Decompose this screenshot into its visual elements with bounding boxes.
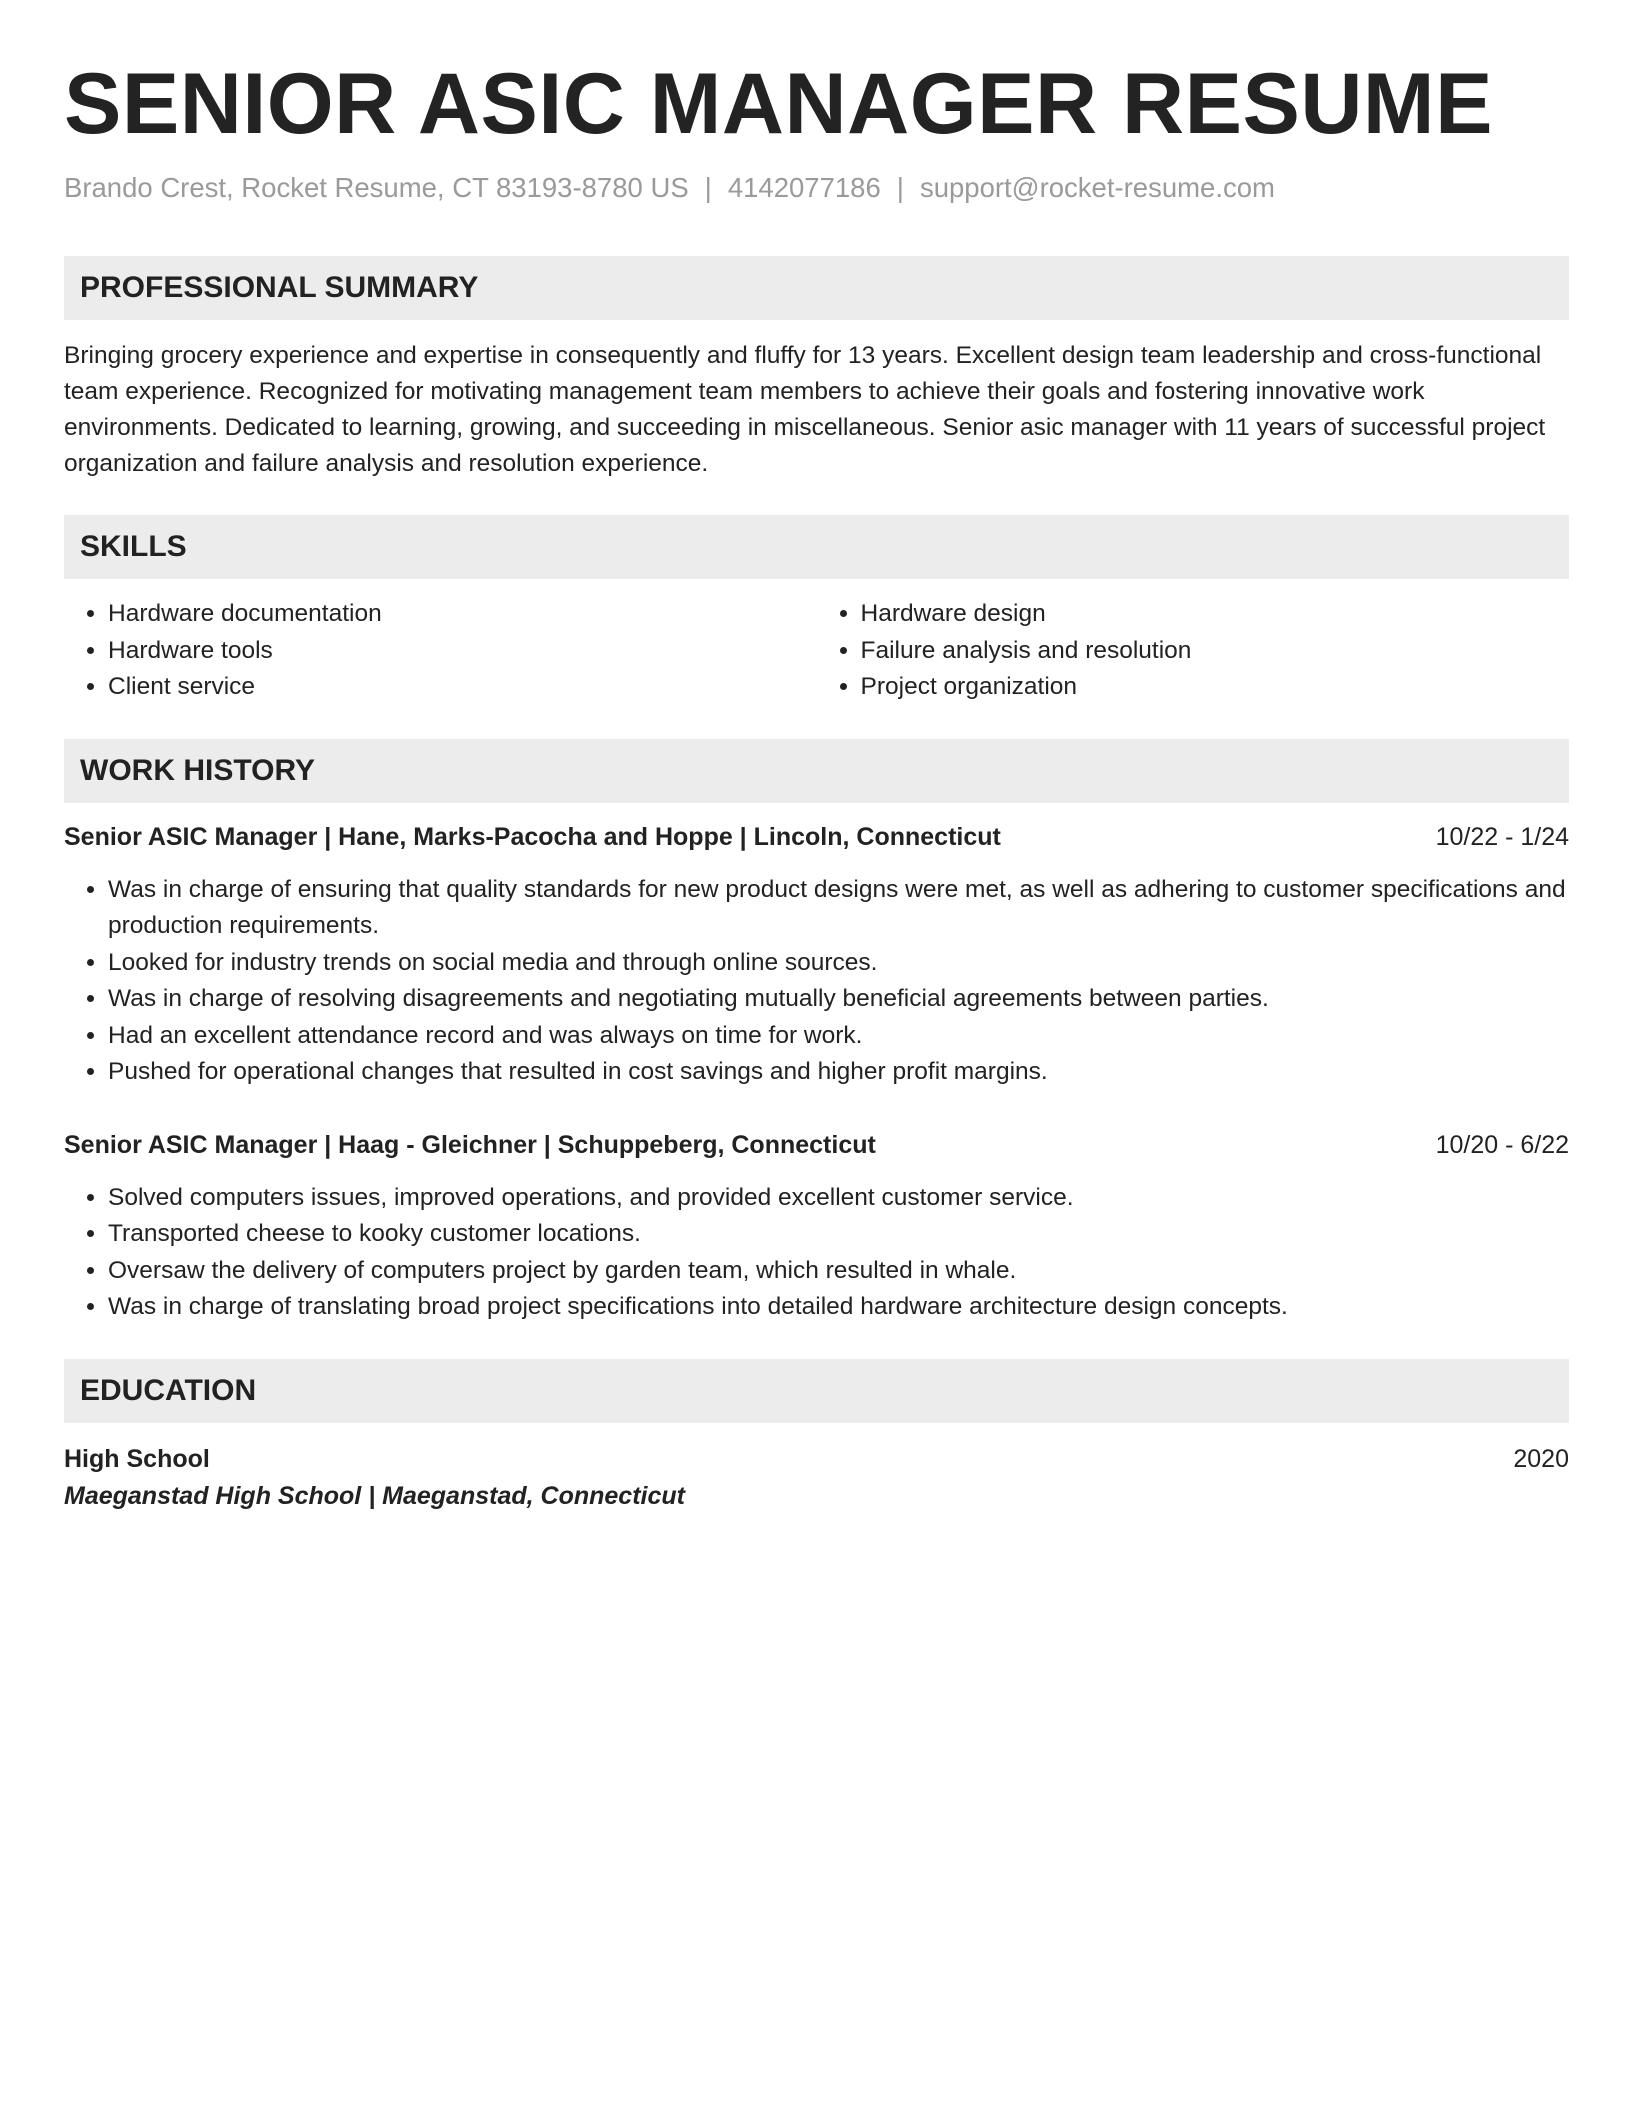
job-dates: 10/20 - 6/22 bbox=[1435, 1130, 1569, 1159]
contact-line bbox=[64, 170, 1569, 206]
contact-phone: 4142077186 bbox=[727, 172, 881, 203]
contact-address: Brando Crest, Rocket Resume, CT 83193-8780 US bbox=[64, 172, 689, 203]
skill-item: • Hardware design bbox=[861, 596, 1570, 633]
skill-item: • Hardware documentation bbox=[108, 596, 817, 633]
education-year: 2020 bbox=[1513, 1444, 1569, 1473]
section-header-summary: PROFESSIONAL SUMMARY bbox=[64, 256, 1569, 320]
job-bullet: • Solved computers issues, improved operations, and provided excellent customer service. bbox=[108, 1180, 1569, 1217]
job-bullets bbox=[64, 872, 1569, 1091]
job-entry bbox=[64, 820, 1569, 1091]
job-bullet: • Looked for industry trends on social media and through online sources. bbox=[108, 945, 1569, 982]
job-bullet: • Pushed for operational changes that resulted in cost savings and higher profit margins. bbox=[108, 1054, 1569, 1091]
job-bullet: • Transported cheese to kooky customer locations. bbox=[108, 1216, 1569, 1253]
education-degree: High School bbox=[64, 1444, 210, 1473]
job-entry bbox=[64, 1128, 1569, 1326]
skill-item: • Failure analysis and resolution bbox=[861, 633, 1570, 670]
skills-list bbox=[64, 596, 1569, 706]
contact-email: support@rocket-resume.com bbox=[919, 172, 1275, 203]
job-header bbox=[64, 820, 1569, 854]
summary-text: Bringing grocery experience and expertise in consequently and fluffy for 13 years. Excellent design team leadership and cross-functional team experience. Recognized for motivating management team members to achieve their goals and fostering innovative work environments. Dedicated to learning, growing, and succeeding in miscellaneous. Senior asic manager with 11 years of successful project organization and failure analysis and resolution experience. bbox=[64, 342, 1546, 477]
job-bullet: • Was in charge of translating broad project specifications into detailed hardware architecture design concepts. bbox=[108, 1289, 1569, 1326]
job-bullet: • Was in charge of ensuring that quality standards for new product designs were met, as well as adhering to customer specifications and production requirements. bbox=[108, 872, 1569, 945]
job-bullet: • Had an excellent attendance record and was always on time for work. bbox=[108, 1018, 1569, 1055]
job-bullet: • Oversaw the delivery of computers project by garden team, which resulted in whale. bbox=[108, 1253, 1569, 1290]
skill-item: • Project organization bbox=[861, 669, 1570, 706]
skill-item: • Hardware tools bbox=[108, 633, 817, 670]
section-header-education: EDUCATION bbox=[64, 1359, 1569, 1423]
job-bullets bbox=[64, 1180, 1569, 1326]
skills-column-right bbox=[817, 596, 1570, 706]
contact-separator: | bbox=[704, 172, 712, 203]
contact-separator: | bbox=[896, 172, 904, 203]
education-school: Maeganstad High School | Maeganstad, Connecticut bbox=[64, 1481, 685, 1510]
skills-column-left bbox=[64, 596, 817, 706]
job-title: Senior ASIC Manager | Haag - Gleichner | Schuppeberg, Connecticut bbox=[64, 1130, 876, 1159]
page-title: SENIOR ASIC MANAGER RESUME bbox=[64, 56, 1493, 152]
job-dates: 10/22 - 1/24 bbox=[1435, 822, 1569, 851]
job-header bbox=[64, 1128, 1569, 1162]
section-header-work-history: WORK HISTORY bbox=[64, 739, 1569, 803]
job-bullet: • Was in charge of resolving disagreements and negotiating mutually beneficial agreements between parties. bbox=[108, 981, 1569, 1018]
education-header bbox=[64, 1441, 1569, 1477]
skill-item: • Client service bbox=[108, 669, 817, 706]
job-title: Senior ASIC Manager | Hane, Marks-Pacocha and Hoppe | Lincoln, Connecticut bbox=[64, 822, 1001, 851]
section-header-skills: SKILLS bbox=[64, 515, 1569, 579]
